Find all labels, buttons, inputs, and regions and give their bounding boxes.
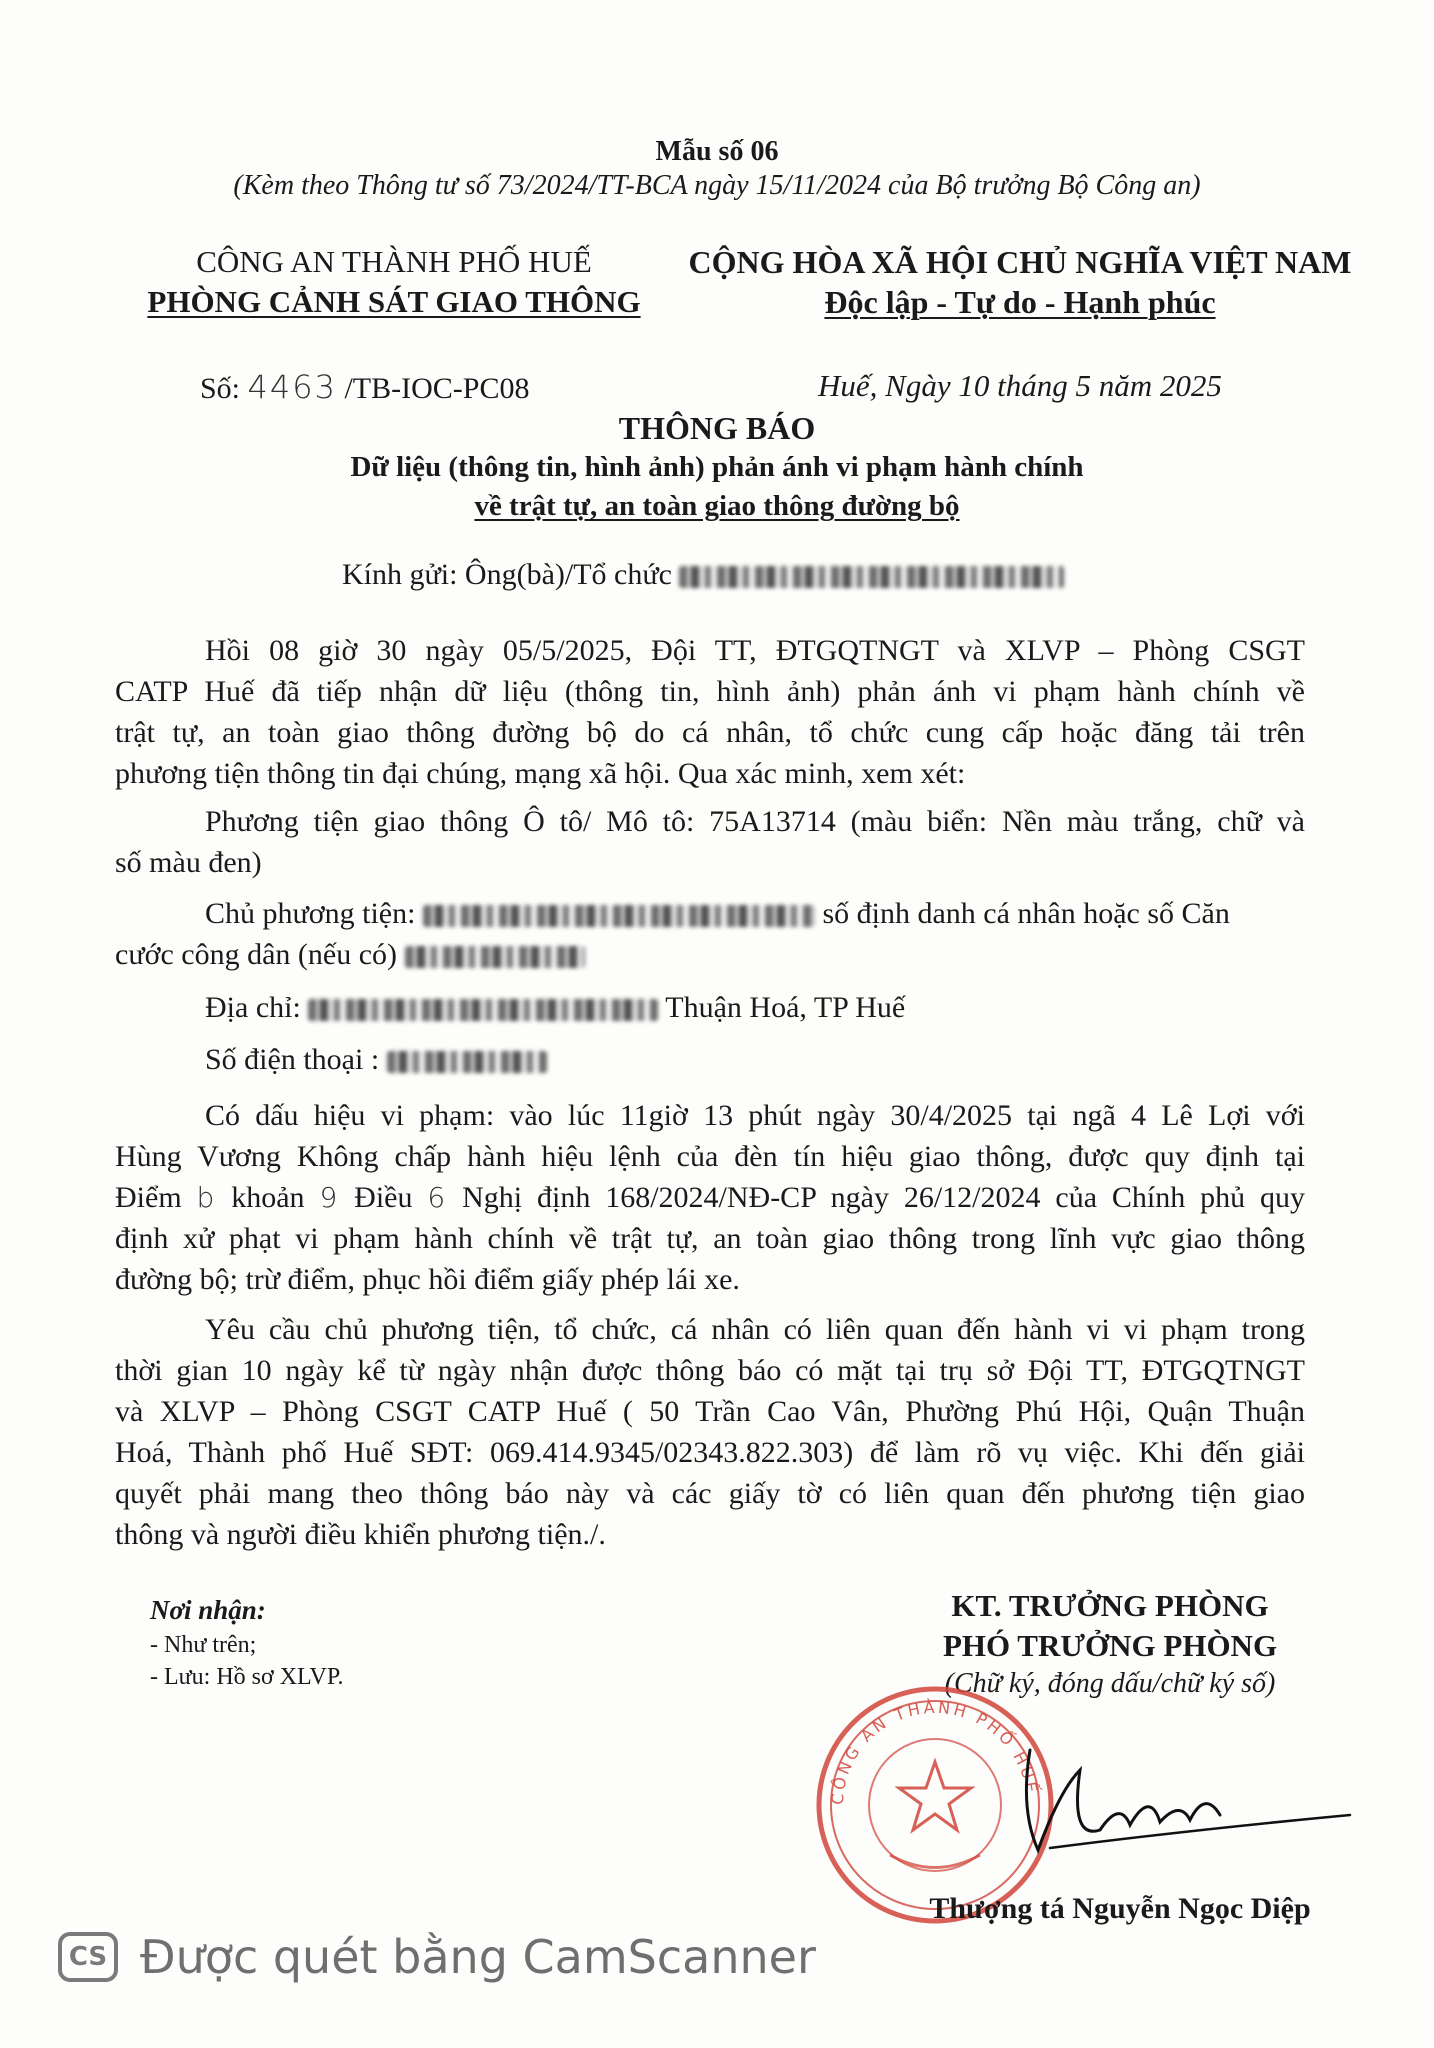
redacted-owner <box>423 905 815 927</box>
star-icon <box>899 1762 971 1830</box>
handwritten-article: 6 <box>427 1181 448 1214</box>
doc-subtitle-2: về trật tự, an toàn giao thông đường bộ <box>474 490 960 522</box>
doc-number: Số: 4463 /TB-IOC-PC08 <box>200 368 530 406</box>
address-line: Địa chỉ: Thuận Hoá, TP Huế <box>205 991 906 1024</box>
form-number: Mẫu số 06 <box>655 136 779 167</box>
redacted-phone <box>387 1051 547 1073</box>
violation-line-3: Điểm b khoản 9 Điều 6 Nghị định 168/2024/NĐ-CP ngày 26/12/2024 của Chính phủ quy <box>115 1181 1306 1214</box>
nation-line2: Độc lập - Tự do - Hạnh phúc <box>824 284 1216 320</box>
doc-subtitle-1: Dữ liệu (thông tin, hình ảnh) phản ánh vi phạm hành chính <box>350 451 1084 483</box>
form-reference: (Kèm theo Thông tư số 73/2024/TT-BCA ngày 15/11/2024 của Bộ trưởng Bộ Công an) <box>233 170 1201 201</box>
redacted-id <box>405 946 585 968</box>
request-line: quyết phải mang theo thông báo này và các giấy tờ có liên quan đến phương tiện giao <box>115 1477 1305 1510</box>
redacted-address <box>308 999 658 1021</box>
handwritten-clause: 9 <box>319 1181 340 1214</box>
signature-note: (Chữ ký, đóng dấu/chữ ký số) <box>944 1668 1276 1699</box>
agency-line1: CÔNG AN THÀNH PHỐ HUẾ <box>196 244 592 279</box>
handwritten-signature <box>990 1730 1370 1880</box>
violation-line: đường bộ; trừ điểm, phục hồi điểm giấy phép lái xe. <box>115 1263 740 1296</box>
request-line: Hoá, Thành phố Huế SĐT: 069.414.9345/02343.822.303) để làm rõ vụ việc. Khi đến giải <box>115 1436 1305 1469</box>
signature-line1: KT. TRƯỞNG PHÒNG <box>951 1588 1269 1623</box>
para1-line: CATP Huế đã tiếp nhận dữ liệu (thông tin, hình ảnh) phản ánh vi phạm hành chính về <box>115 675 1305 708</box>
doc-number-handwritten: 4463 <box>247 368 337 406</box>
request-line: Yêu cầu chủ phương tiện, tổ chức, cá nhân có liên quan đến hành vi vi phạm trong <box>205 1313 1305 1346</box>
violation-line: Có dấu hiệu vi phạm: vào lúc 11giờ 13 phút ngày 30/4/2025 tại ngã 4 Lê Lợi với <box>205 1099 1305 1132</box>
doc-title: THÔNG BÁO <box>618 410 816 446</box>
violation-line: Hùng Vương Không chấp hành hiệu lệnh của đèn tín hiệu giao thông, được quy định tại <box>115 1140 1305 1173</box>
vehicle-line: số màu đen) <box>115 846 262 879</box>
para1-line: Hồi 08 giờ 30 ngày 05/5/2025, Đội TT, ĐTGQTNGT và XLVP – Phòng CSGT <box>205 634 1305 667</box>
owner-line: Chủ phương tiện: số định danh cá nhân hoặc số Căn <box>205 897 1230 930</box>
scanner-watermark: Được quét bằng CamScanner <box>140 1930 816 1984</box>
place-date: Huế, Ngày 10 tháng 5 năm 2025 <box>818 368 1222 403</box>
redacted-recipient <box>679 566 1064 588</box>
recipient-item: - Lưu: Hồ sơ XLVP. <box>150 1664 344 1690</box>
para1-line: trật tự, an toàn giao thông đường bộ do cá nhân, tổ chức cung cấp hoặc đăng tải trên <box>115 716 1305 749</box>
addressee: Kính gửi: Ông(bà)/Tổ chức <box>342 558 1064 592</box>
request-line: thông và người điều khiển phương tiện./. <box>115 1518 606 1551</box>
phone-line: Số điện thoại : <box>205 1042 547 1078</box>
vehicle-line: Phương tiện giao thông Ô tô/ Mô tô: 75A13714 (màu biển: Nền màu trắng, chữ và <box>205 805 1305 838</box>
recipient-item: - Như trên; <box>150 1632 257 1658</box>
para1-line: phương tiện thông tin đại chúng, mạng xã hội. Qua xác minh, xem xét: <box>115 757 966 790</box>
violation-line: định xử phạt vi phạm hành chính về trật tự, an toàn giao thông trong lĩnh vực giao thông <box>115 1222 1305 1255</box>
owner-id-line: cước công dân (nếu có) <box>115 937 585 973</box>
handwritten-point: b <box>196 1181 217 1214</box>
request-line: và XLVP – Phòng CSGT CATP Huế ( 50 Trần Cao Vân, Phường Phú Hội, Quận Thuận <box>115 1395 1305 1428</box>
request-line: thời gian 10 ngày kể từ ngày nhận được thông báo có mặt tại trụ sở Đội TT, ĐTGQTNGT <box>115 1354 1305 1387</box>
recipients-title: Nơi nhận: <box>150 1595 266 1625</box>
camscanner-logo: CS <box>58 1932 118 1982</box>
signature-line2: PHÓ TRƯỞNG PHÒNG <box>942 1628 1278 1663</box>
agency-line2: PHÒNG CẢNH SÁT GIAO THÔNG <box>147 284 641 319</box>
signer-name: Thượng tá Nguyễn Ngọc Diệp <box>929 1892 1311 1925</box>
nation-line1: CỘNG HÒA XÃ HỘI CHỦ NGHĨA VIỆT NAM <box>688 244 1352 280</box>
svg-text:CÔNG AN THÀNH PHỐ HUẾ: CÔNG AN THÀNH PHỐ HUẾ <box>827 1697 1042 1806</box>
